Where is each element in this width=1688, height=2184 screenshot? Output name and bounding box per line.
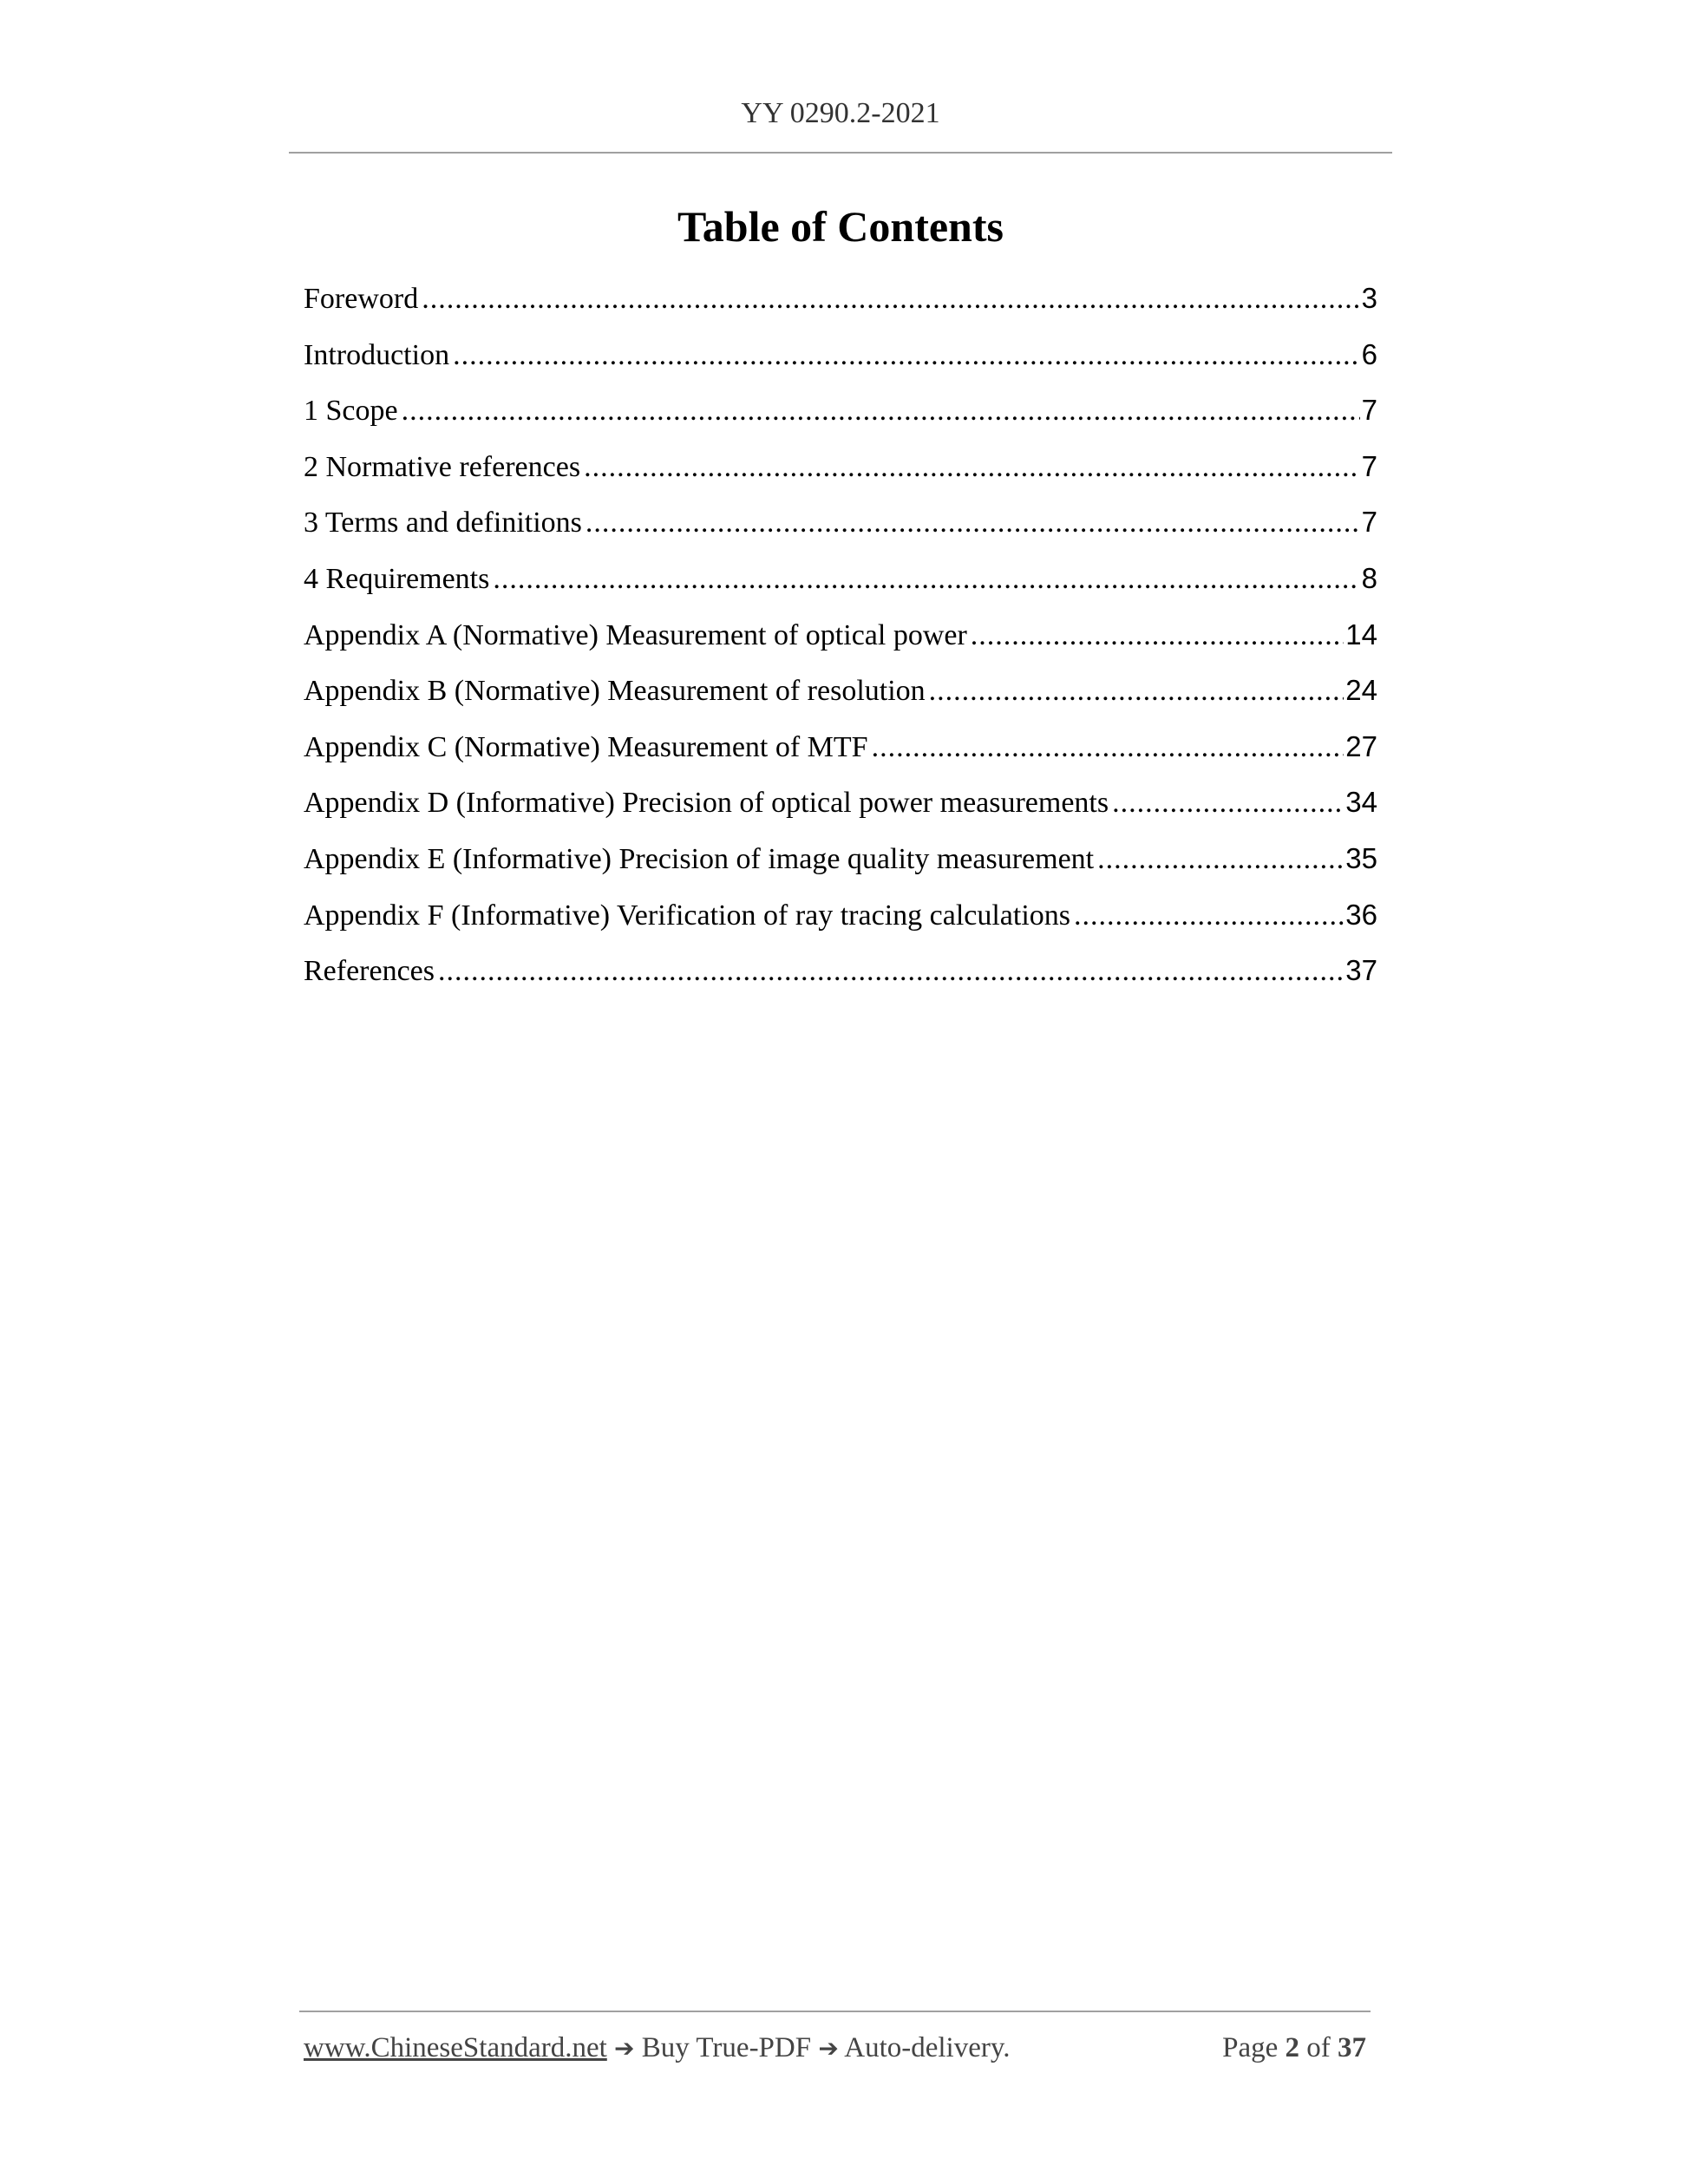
toc-entry-appendix-a[interactable]	[304, 618, 1377, 675]
toc-entry-title: Foreword	[304, 283, 419, 315]
toc-entry-requirements[interactable]	[304, 562, 1377, 618]
toc-entry-title: Appendix D (Informative) Precision of optical power measurements	[304, 787, 1109, 820]
toc-entry-title: 1 Scope	[304, 395, 398, 428]
page-number	[1222, 2032, 1366, 2064]
toc-entry-title: 4 Requirements	[304, 562, 490, 595]
toc-entry-terms-and-definitions[interactable]	[304, 506, 1377, 562]
toc-dot-leader	[438, 955, 1344, 988]
toc-entry-title: Appendix A (Normative) Measurement of optical power	[304, 618, 967, 651]
toc-entry-page: 3	[1361, 282, 1377, 314]
toc-dot-leader	[584, 451, 1360, 484]
page-current: 2	[1285, 2032, 1299, 2063]
toc-entry-page: 14	[1345, 618, 1377, 651]
toc-entry-page: 7	[1361, 506, 1377, 539]
right-arrow-icon: ➔	[818, 2034, 839, 2063]
footer-divider	[299, 2011, 1371, 2012]
toc-dot-leader	[1074, 899, 1344, 932]
toc-entry-page: 8	[1361, 561, 1377, 594]
toc-entry-page: 7	[1361, 449, 1377, 482]
toc-dot-leader	[493, 563, 1359, 596]
footer-promo	[304, 2032, 1010, 2064]
toc-entry-page: 34	[1345, 786, 1377, 819]
toc-entry-title: Introduction	[304, 338, 450, 371]
toc-entry-page: 7	[1361, 394, 1377, 427]
toc-entry-appendix-e[interactable]	[304, 842, 1377, 899]
toc-dot-leader	[1097, 843, 1344, 876]
toc-entry-title: Appendix E (Informative) Precision of image quality measurement	[304, 842, 1095, 875]
toc-entry-appendix-c[interactable]	[304, 730, 1377, 787]
page-total: 37	[1338, 2032, 1366, 2063]
toc-dot-leader	[1112, 787, 1344, 820]
toc-entry-appendix-d[interactable]	[304, 786, 1377, 842]
toc-entry-title: Appendix C (Normative) Measurement of MTF	[304, 730, 868, 763]
page-header-doc-code: YY 0290.2-2021	[741, 97, 940, 129]
toc-entry-introduction[interactable]	[304, 338, 1377, 395]
toc-entry-title: References	[304, 955, 435, 988]
toc-entry-normative-references[interactable]	[304, 450, 1377, 507]
toc-entry-page: 24	[1345, 674, 1377, 707]
table-of-contents	[304, 282, 1377, 1010]
toc-entry-title: Appendix B (Normative) Measurement of resolution	[304, 675, 926, 708]
toc-entry-appendix-b[interactable]	[304, 674, 1377, 730]
footer-step-buy: Buy True-PDF	[641, 2032, 812, 2063]
page-label: Page	[1222, 2032, 1279, 2063]
toc-entry-title: 2 Normative references	[304, 450, 581, 483]
toc-entry-page: 36	[1345, 898, 1377, 931]
header-divider	[289, 152, 1392, 154]
footer-step-delivery: Auto-delivery.	[844, 2032, 1011, 2063]
toc-entry-title: Appendix F (Informative) Verification of ray tracing calculations	[304, 899, 1071, 932]
toc-dot-leader	[586, 507, 1360, 539]
toc-title: Table of Contents	[677, 202, 1004, 251]
toc-dot-leader	[453, 339, 1360, 372]
toc-dot-leader	[422, 283, 1359, 316]
toc-entry-page: 35	[1345, 841, 1377, 874]
toc-entry-references[interactable]	[304, 954, 1377, 1010]
toc-entry-page: 27	[1345, 729, 1377, 762]
toc-entry-page: 6	[1361, 337, 1377, 370]
toc-entry-page: 37	[1345, 954, 1377, 987]
toc-dot-leader	[402, 395, 1360, 428]
toc-dot-leader	[929, 675, 1345, 708]
page-of-label: of	[1306, 2032, 1331, 2063]
toc-dot-leader	[971, 619, 1344, 652]
toc-dot-leader	[872, 731, 1345, 764]
toc-entry-foreword[interactable]	[304, 282, 1377, 338]
site-link[interactable]: www.ChineseStandard.net	[304, 2032, 607, 2063]
page-footer	[304, 2032, 1371, 2070]
toc-entry-title: 3 Terms and definitions	[304, 507, 582, 539]
toc-entry-appendix-f[interactable]	[304, 899, 1377, 955]
toc-entry-scope[interactable]	[304, 394, 1377, 450]
right-arrow-icon: ➔	[614, 2034, 635, 2063]
